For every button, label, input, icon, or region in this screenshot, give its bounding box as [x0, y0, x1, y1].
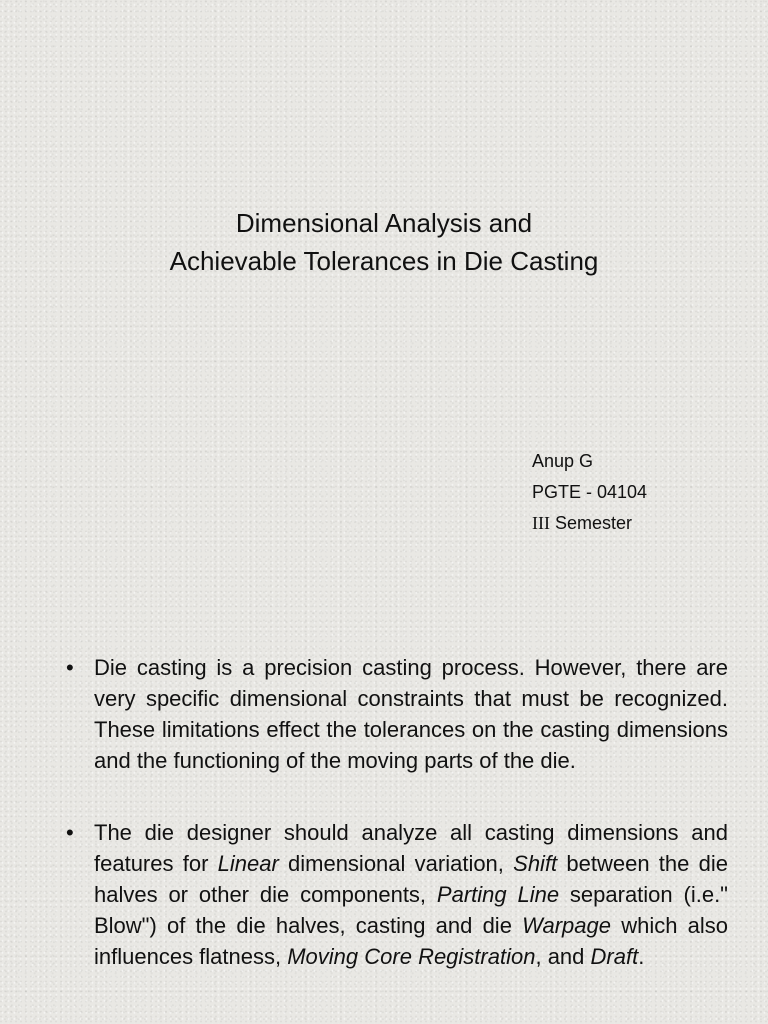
- term-warpage: Warpage: [522, 913, 611, 938]
- author-semester: [532, 508, 647, 539]
- author-name: Anup G: [532, 451, 594, 471]
- text-run: .: [638, 944, 645, 969]
- bullet-item-analysis: [66, 817, 728, 972]
- term-linear: Linear: [217, 851, 279, 876]
- text-run: , and: [535, 944, 591, 969]
- semester-numeral: III: [532, 513, 550, 533]
- bullet-item-precision: [66, 652, 728, 776]
- term-moving-core-registration: Moving Core Registration: [287, 944, 536, 969]
- text-run: between the die halves or other die components,: [94, 851, 728, 907]
- text-run: The die designer should analyze all casting dimensions and features for: [94, 820, 728, 876]
- bullet-icon: •: [66, 820, 74, 845]
- bullet-text: Die casting is a precision casting process. However, there are very specific dimensional constraints that must be recognized. These limitations effect the tolerances on the casting dimensions and the functioning of the moving parts of the die.: [94, 655, 728, 773]
- semester-word: Semester: [555, 513, 633, 533]
- text-run: separation (i.e." Blow") of the die halves, casting and die: [94, 882, 728, 938]
- author-id: PGTE - 04104: [532, 482, 648, 502]
- text-run: which also influences flatness,: [94, 913, 728, 969]
- term-parting-line: Parting Line: [436, 882, 560, 907]
- title-line-2: Achievable Tolerances in Die Casting: [169, 246, 599, 276]
- term-shift: Shift: [513, 851, 558, 876]
- bullet-list: [66, 652, 728, 1013]
- author-info: [532, 446, 647, 539]
- slide-title: [0, 204, 768, 280]
- text-run: dimensional variation,: [278, 851, 514, 876]
- bullet-text: [94, 820, 728, 969]
- title-line-1: Dimensional Analysis and: [235, 208, 533, 238]
- bullet-icon: •: [66, 655, 74, 680]
- term-draft: Draft: [590, 944, 639, 969]
